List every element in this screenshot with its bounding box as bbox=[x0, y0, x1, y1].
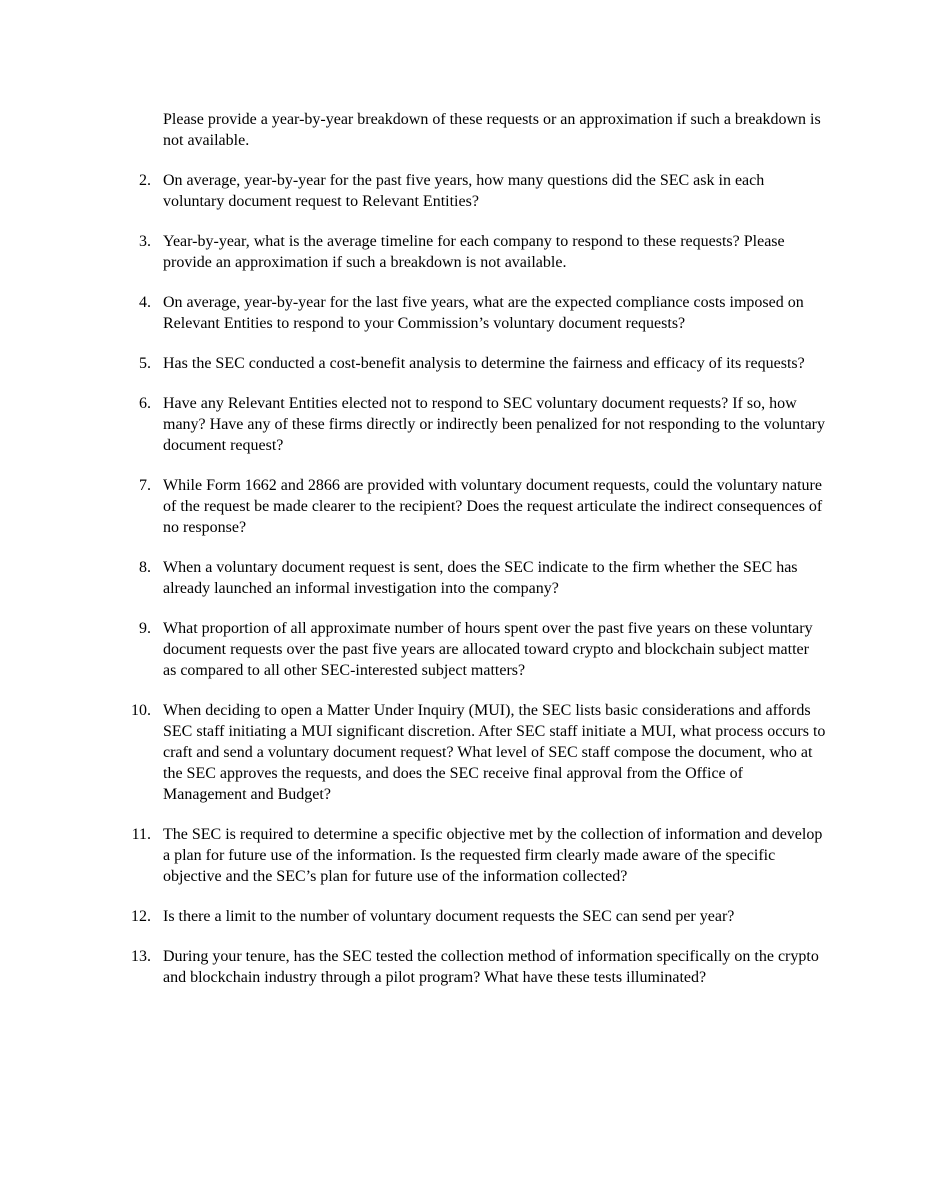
question-number: 3. bbox=[139, 233, 151, 250]
question-item-6 bbox=[125, 393, 827, 456]
question-text: During your tenure, has the SEC tested the collection method of information specifically on the crypto and blockchain industry through a pilot program? What have these tests illuminated? bbox=[163, 948, 819, 986]
question-number: 6. bbox=[139, 395, 151, 412]
question-number: 11. bbox=[131, 826, 151, 843]
question-item-7 bbox=[125, 475, 827, 538]
question-number: 9. bbox=[139, 620, 151, 637]
question-text: What proportion of all approximate number of hours spent over the past five years on these voluntary document requests over the past five years are allocated toward crypto and blockchain subject matter as compared to all other SEC-interested subject matters? bbox=[163, 620, 813, 679]
question-item-12 bbox=[125, 906, 827, 927]
question-text: The SEC is required to determine a specific objective met by the collection of information and develop a plan for future use of the information. Is the requested firm clearly made aware of the specific objective and the SEC’s plan for future use of the information collected? bbox=[163, 826, 823, 885]
question-text: When deciding to open a Matter Under Inquiry (MUI), the SEC lists basic considerations and affords SEC staff initiating a MUI significant discretion. After SEC staff initiate a MUI, what process occurs to craft and send a voluntary document request? What level of SEC staff compose the document, who at the SEC approves the requests, and does the SEC receive final approval from the Office of Management and Budget? bbox=[163, 702, 826, 803]
question-item-10 bbox=[125, 700, 827, 805]
continuation-paragraph: Please provide a year-by-year breakdown of these requests or an approximation if such a breakdown is not available. bbox=[163, 111, 821, 149]
question-number: 2. bbox=[139, 172, 151, 189]
question-number: 10. bbox=[131, 702, 151, 719]
question-text: Has the SEC conducted a cost-benefit analysis to determine the fairness and efficacy of its requests? bbox=[163, 355, 805, 372]
question-item-9 bbox=[125, 618, 827, 681]
question-number: 4. bbox=[139, 294, 151, 311]
question-item-11 bbox=[125, 824, 827, 887]
question-text: When a voluntary document request is sent, does the SEC indicate to the firm whether the SEC has already launched an informal investigation into the company? bbox=[163, 559, 798, 597]
question-number: 8. bbox=[139, 559, 151, 576]
question-item-13 bbox=[125, 946, 827, 988]
question-item-5 bbox=[125, 353, 827, 374]
question-number: 7. bbox=[139, 477, 151, 494]
question-text: Is there a limit to the number of voluntary document requests the SEC can send per year? bbox=[163, 908, 735, 925]
question-number: 12. bbox=[131, 908, 151, 925]
question-item-3 bbox=[125, 231, 827, 273]
question-text: Have any Relevant Entities elected not to respond to SEC voluntary document requests? If so, how many? Have any of these firms directly or indirectly been penalized for not responding to the voluntary document request? bbox=[163, 395, 826, 454]
question-number: 5. bbox=[139, 355, 151, 372]
question-text: Year-by-year, what is the average timeline for each company to respond to these requests? Please provide an approximation if such a breakdown is not available. bbox=[163, 233, 785, 271]
question-text: While Form 1662 and 2866 are provided with voluntary document requests, could the voluntary nature of the request be made clearer to the recipient? Does the request articulate the indirect consequences of no response? bbox=[163, 477, 823, 536]
question-text: On average, year-by-year for the past five years, how many questions did the SEC ask in each voluntary document request to Relevant Entities? bbox=[163, 172, 765, 210]
question-number: 13. bbox=[131, 948, 151, 965]
question-item-4 bbox=[125, 292, 827, 334]
question-text: On average, year-by-year for the last five years, what are the expected compliance costs imposed on Relevant Entities to respond to your Commission’s voluntary document requests? bbox=[163, 294, 804, 332]
question-item-2 bbox=[125, 170, 827, 212]
question-item-8 bbox=[125, 557, 827, 599]
